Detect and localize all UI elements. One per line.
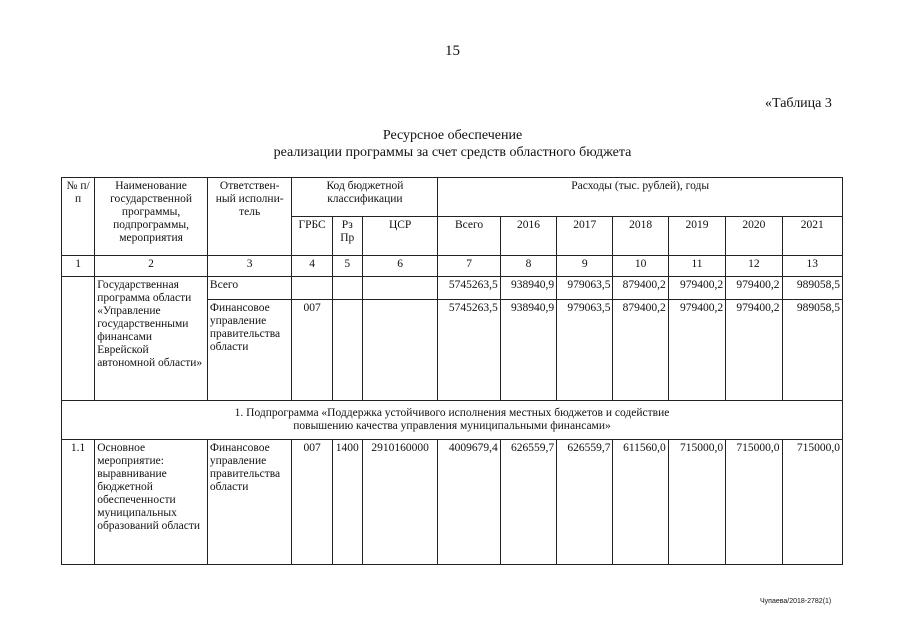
activity-executor: Финансовое управление правительства области [207, 440, 292, 565]
program-2020: 979400,2 [726, 277, 782, 300]
header-2019: 2019 [668, 217, 725, 256]
activity-name: Основное мероприятие: выравнивание бюджетной обеспеченности муниципальных образований области [95, 440, 208, 565]
activity-2021: 715000,0 [782, 440, 843, 565]
program-num-cell [62, 277, 95, 401]
column-number: 2 [95, 256, 208, 277]
header-2021: 2021 [782, 217, 843, 256]
header-name: Наименование государственной программы, подпрограммы, мероприятия [95, 178, 208, 256]
title-line-1: Ресурсное обеспечение [382, 128, 523, 143]
column-number: 1 [62, 256, 95, 277]
header-csr: ЦСР [362, 217, 438, 256]
column-number: 9 [557, 256, 613, 277]
activity-rzpr: 1400 [332, 440, 362, 565]
program-name: Государственная программа области «Управление государственными финансами Еврейской автономной области» [95, 277, 208, 401]
column-number: 4 [292, 256, 332, 277]
page-number: 15 [445, 43, 460, 59]
program-executor-2020: 979400,2 [726, 300, 782, 401]
program-executor-total: Всего [207, 277, 292, 300]
column-number: 6 [362, 256, 438, 277]
header-budget-code: Код бюджетной классификации [292, 178, 438, 217]
program-2021: 989058,5 [782, 277, 843, 300]
header-num: № п/п [62, 178, 95, 256]
activity-csr: 2910160000 [362, 440, 438, 565]
column-number: 5 [332, 256, 362, 277]
header-2016: 2016 [500, 217, 556, 256]
program-2018: 879400,2 [613, 277, 668, 300]
program-executor-2021: 989058,5 [782, 300, 843, 401]
activity-2016: 626559,7 [500, 440, 556, 565]
activity-grbs: 007 [292, 440, 332, 565]
activity-total: 4009679,4 [438, 440, 500, 565]
activity-2018: 611560,0 [613, 440, 668, 565]
program-executor-rzpr [332, 300, 362, 401]
title-line-2: реализации программы за счет средств областного бюджета [273, 145, 632, 160]
subprogram-heading: 1. Подпрограмма «Поддержка устойчивого исполнения местных бюджетов и содействие повышению качества управления муниципальными финансами» [62, 401, 843, 440]
program-csr [362, 277, 438, 300]
header-2017: 2017 [557, 217, 613, 256]
column-number: 13 [782, 256, 843, 277]
table-label: «Таблица 3 [765, 96, 832, 111]
program-rzpr [332, 277, 362, 300]
header-grbs: ГРБС [292, 217, 332, 256]
program-total: 5745263,5 [438, 277, 500, 300]
program-2016: 938940,9 [500, 277, 556, 300]
resource-table [61, 177, 843, 565]
program-2019: 979400,2 [668, 277, 725, 300]
activity-row [62, 440, 843, 565]
program-executor: Финансовое управление правительства области [207, 300, 292, 401]
column-number: 12 [726, 256, 782, 277]
document-title [0, 127, 905, 161]
column-number: 11 [668, 256, 725, 277]
header-row-1 [62, 178, 843, 217]
program-executor-csr [362, 300, 438, 401]
header-expenses: Расходы (тыс. рублей), годы [438, 178, 843, 217]
column-number: 3 [207, 256, 292, 277]
program-2017: 979063,5 [557, 277, 613, 300]
header-2018: 2018 [613, 217, 668, 256]
column-number: 8 [500, 256, 556, 277]
column-number: 10 [613, 256, 668, 277]
program-executor-2019: 979400,2 [668, 300, 725, 401]
program-executor-2017: 979063,5 [557, 300, 613, 401]
program-executor-2018: 879400,2 [613, 300, 668, 401]
program-row-total [62, 277, 843, 300]
column-number-row [62, 256, 843, 277]
subprogram-heading-row [62, 401, 843, 440]
program-executor-2016: 938940,9 [500, 300, 556, 401]
header-rzpr: Рз Пр [332, 217, 362, 256]
activity-num: 1.1 [62, 440, 95, 565]
header-2020: 2020 [726, 217, 782, 256]
activity-2019: 715000,0 [668, 440, 725, 565]
program-executor-grbs: 007 [292, 300, 332, 401]
footer-document-code: Чупаева/2018-2782(1) [760, 598, 832, 605]
header-executor: Ответствен-ный исполни-тель [207, 178, 292, 256]
activity-2017: 626559,7 [557, 440, 613, 565]
program-executor-total: 5745263,5 [438, 300, 500, 401]
activity-2020: 715000,0 [726, 440, 782, 565]
header-total: Всего [438, 217, 500, 256]
program-grbs [292, 277, 332, 300]
column-number: 7 [438, 256, 500, 277]
